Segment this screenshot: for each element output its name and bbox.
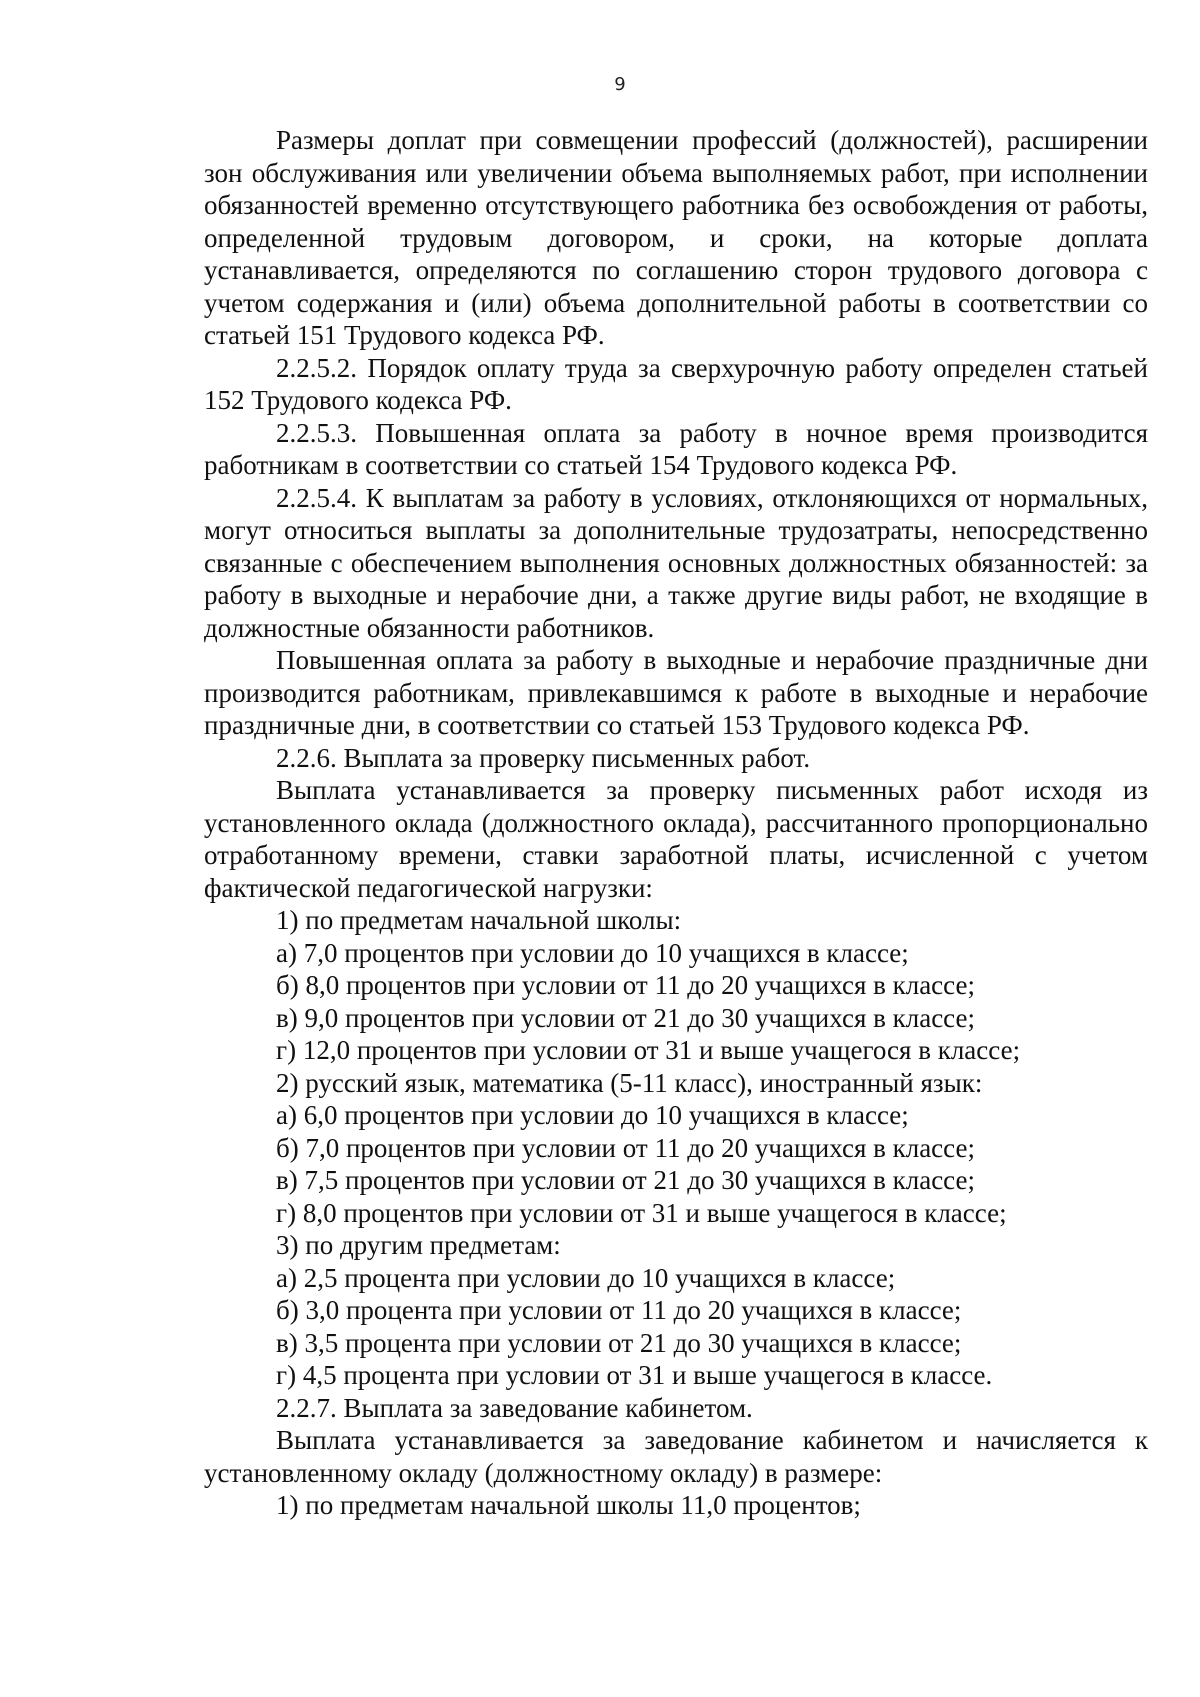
list-item: б) 8,0 процентов при условии от 11 до 20 учащихся в классе; bbox=[276, 970, 975, 1000]
paragraph: Выплата устанавливается за проверку письменных работ исходя из установленного оклада (должностного оклада), рассчитанного пропорционально отработанному времени, ставки заработной платы, исчисленной с учетом фактической педагогической нагрузки: bbox=[204, 775, 1148, 903]
list-item: а) 2,5 процента при условии до 10 учащихся в классе; bbox=[276, 1262, 896, 1293]
list-heading: 2) русский язык, математика (5-11 класс), иностранный язык: bbox=[276, 1067, 983, 1098]
paragraph: 2.2.5.2. Порядок оплату труда за сверхурочную работу определен статьей 152 Трудового кодекса РФ. bbox=[204, 352, 1148, 415]
paragraph: Повышенная оплата за работу в выходные и нерабочие праздничные дни производится работникам, привлекавшимся к работе в выходные и нерабочие праздничные дни, в соответствии со статьей 153 Трудового кодекса РФ. bbox=[204, 645, 1148, 740]
list-item: 1) по предметам начальной школы 11,0 процентов; bbox=[276, 1490, 861, 1520]
section-heading: 2.2.7. Выплата за заведование кабинетом. bbox=[276, 1392, 753, 1423]
list-heading: 1) по предметам начальной школы: bbox=[276, 905, 682, 935]
list-item: в) 7,5 процентов при условии от 21 до 30 учащихся в классе; bbox=[276, 1165, 975, 1195]
list-heading: 3) по другим предметам: bbox=[276, 1230, 561, 1260]
list-item: б) 7,0 процентов при условии от 11 до 20 учащихся в классе; bbox=[276, 1132, 975, 1163]
list-item: г) 4,5 процента при условии от 31 и выше учащегося в классе. bbox=[276, 1360, 993, 1390]
list-item: б) 3,0 процента при условии от 11 до 20 учащихся в классе; bbox=[276, 1295, 962, 1325]
paragraph: Выплата устанавливается за заведование кабинетом и начисляется к установленному окладу (должностному окладу) в размере: bbox=[204, 1425, 1148, 1488]
section-heading: 2.2.6. Выплата за проверку письменных работ. bbox=[276, 742, 811, 773]
page-number: 9 bbox=[614, 74, 626, 95]
document-body bbox=[204, 124, 1148, 1522]
paragraph: 2.2.5.3. Повышенная оплата за работу в ночное время производится работникам в соответствии со статьей 154 Трудового кодекса РФ. bbox=[204, 417, 1148, 480]
paragraph: 2.2.5.4. К выплатам за работу в условиях, отклоняющихся от нормальных, могут относиться выплаты за дополнительные трудозатраты, непосредственно связанные с обеспечением выполнения основных должностных обязанностей: за работу в выходные и нерабочие дни, а также другие виды работ, не входящие в должностные обязанности работников. bbox=[204, 482, 1148, 643]
list-item: в) 9,0 процентов при условии от 21 до 30 учащихся в классе; bbox=[276, 1002, 975, 1033]
list-item: г) 12,0 процентов при условии от 31 и выше учащегося в классе; bbox=[276, 1035, 1021, 1065]
paragraph: Размеры доплат при совмещении профессий (должностей), расширении зон обслуживания или увеличении объема выполняемых работ, при исполнении обязанностей временно отсутствующего работника без освобождения от работы, определенной трудовым договором, и сроки, на которые доплата устанавливается, определяются по соглашению сторон трудового договора с учетом содержания и (или) объема дополнительной работы в соответствии со статьей 151 Трудового кодекса РФ. bbox=[204, 125, 1148, 350]
list-item: а) 7,0 процентов при условии до 10 учащихся в классе; bbox=[276, 937, 909, 968]
list-item: в) 3,5 процента при условии от 21 до 30 учащихся в классе; bbox=[276, 1327, 962, 1358]
list-item: а) 6,0 процентов при условии до 10 учащихся в классе; bbox=[276, 1100, 909, 1130]
list-item: г) 8,0 процентов при условии от 31 и выше учащегося в классе; bbox=[276, 1197, 1007, 1228]
